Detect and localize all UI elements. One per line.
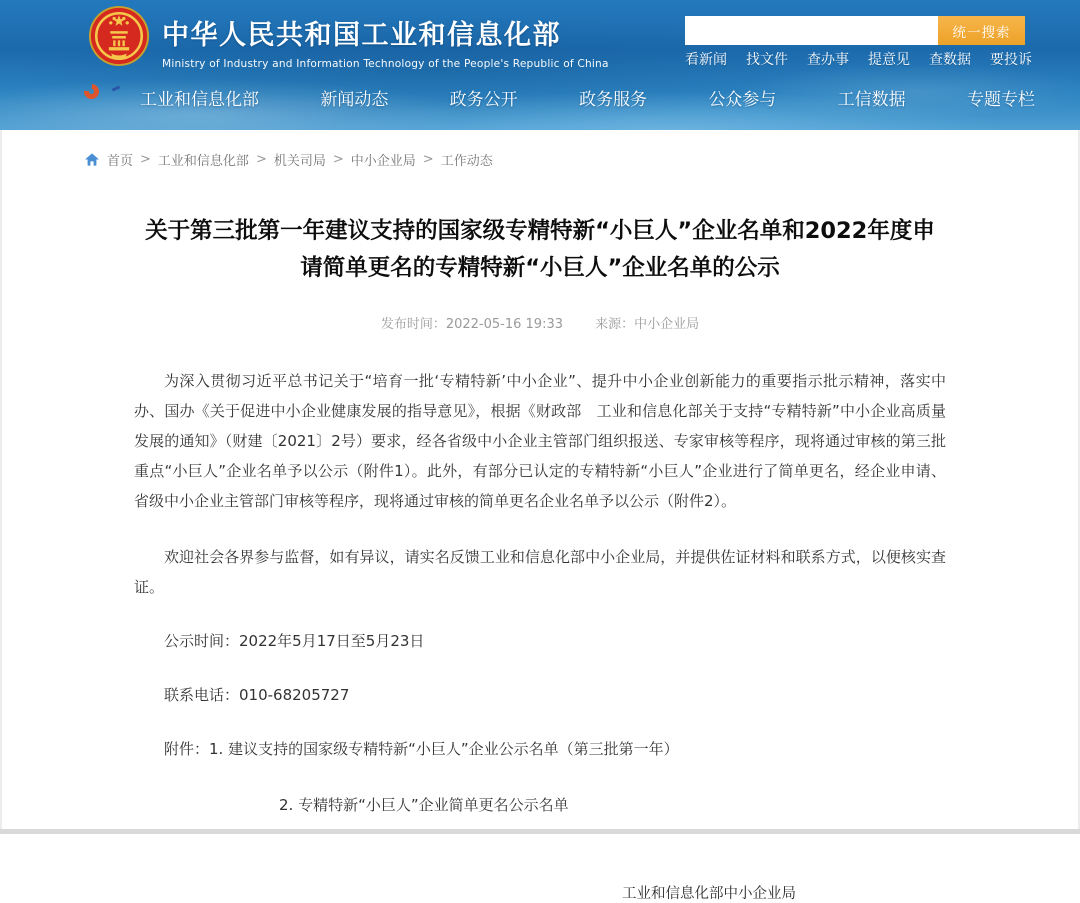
breadcrumb-work-dynamics[interactable]: 工作动态 [440, 154, 493, 169]
nav-item-ministry[interactable]: 工业和信息化部 [140, 90, 259, 110]
quick-link-complaints[interactable]: 要投诉 [990, 52, 1032, 68]
breadcrumb-ministry[interactable]: 工业和信息化部 [157, 154, 249, 169]
article-meta [134, 313, 946, 332]
main-nav [140, 85, 1035, 110]
nav-item-special-columns[interactable]: 专题专栏 [966, 90, 1035, 110]
national-emblem-icon [88, 5, 150, 67]
site-title-block [162, 13, 609, 70]
search-button[interactable]: 统一搜索 [938, 16, 1025, 45]
nav-item-gov-disclosure[interactable]: 政务公开 [449, 90, 518, 110]
article-attachment-1: 附件：1. 建议支持的国家级专精特新“小巨人”企业公示名单（第三批第一年） [164, 740, 679, 758]
article-signature: 工业和信息化部中小企业局 [622, 886, 796, 902]
article [134, 213, 946, 903]
quick-link-files[interactable]: 找文件 [746, 52, 788, 68]
breadcrumb-home[interactable]: 首页 [107, 154, 134, 169]
breadcrumb-separator: > [422, 152, 434, 167]
article-paragraph-public-period: 公示时间：2022年5月17日至5月23日 [164, 632, 425, 650]
breadcrumb-separator: > [332, 152, 344, 167]
breadcrumb-separator: > [140, 152, 151, 167]
breadcrumb-departments[interactable]: 机关司局 [273, 154, 326, 169]
article-title: 关于第三批第一年建议支持的国家级专精特新“小巨人”企业名单和2022年度申请简单更名的专精特新“小巨人”企业名单的公示 [145, 218, 935, 281]
nav-item-public-participation[interactable]: 公众参与 [708, 90, 777, 110]
home-icon[interactable] [85, 153, 99, 166]
quick-link-suggestions[interactable]: 提意见 [868, 52, 910, 68]
swirl-logo-accent-icon [112, 85, 121, 91]
publish-time: 发布时间：2022-05-16 19:33 [380, 317, 563, 332]
breadcrumb-sme-bureau[interactable]: 中小企业局 [350, 154, 416, 169]
nav-band [0, 75, 1080, 130]
quick-links [685, 49, 1032, 69]
nav-item-gov-services[interactable]: 政务服务 [578, 90, 647, 110]
article-paragraph-main: 为深入贯彻习近平总书记关于“培育一批‘专精特新’中小企业”、提升中小企业创新能力的重要指示批示精神，落实中办、国办《关于促进中小企业健康发展的指导意见》，根据《财政部 工业和信息化部关于支持“专精特新”中小企业高质量发展的通知》（财建〔2021〕2号）要求，经各省级中小企业主管部门组织报送、专家审核等程序，现将通过审核的第三批重点“小巨人”企业名单予以公示（附件1）。此外，有部分已认定的专精特新“小巨人”企业进行了简单更名，经企业申请、省级中小企业主管部门审核等程序，现将通过审核的简单更名企业名单予以公示（附件2）。 [134, 372, 946, 510]
article-source: 来源：中小企业局 [595, 317, 700, 332]
national-emblem-svg [88, 5, 150, 67]
quick-link-services[interactable]: 查办事 [807, 52, 849, 68]
page-edge-left [0, 130, 2, 834]
article-attachment-2: 2. 专精特新“小巨人”企业简单更名公示名单 [279, 796, 569, 814]
site-subtitle: Ministry of Industry and Information Technology of the People's Republic of China [162, 58, 609, 70]
nav-item-news[interactable]: 新闻动态 [320, 90, 389, 110]
nav-item-industry-data[interactable]: 工信数据 [837, 90, 906, 110]
page-edge-bottom [0, 829, 1080, 834]
search-area [685, 16, 1025, 45]
quick-link-data[interactable]: 查数据 [929, 52, 971, 68]
search-input[interactable] [685, 16, 938, 45]
article-paragraph-phone: 联系电话：010-68205727 [164, 686, 350, 704]
quick-link-news[interactable]: 看新闻 [685, 52, 727, 68]
site-header [0, 0, 1080, 130]
breadcrumb-separator: > [255, 152, 267, 167]
breadcrumb [85, 150, 1080, 169]
swirl-logo-icon [81, 81, 102, 102]
site-title: 中华人民共和国工业和信息化部 [162, 20, 561, 51]
article-body [134, 366, 946, 820]
article-paragraph-supervision: 欢迎社会各界参与监督，如有异议，请实名反馈工业和信息化部中小企业局，并提供佐证材料和联系方式，以便核实查证。 [134, 548, 946, 596]
